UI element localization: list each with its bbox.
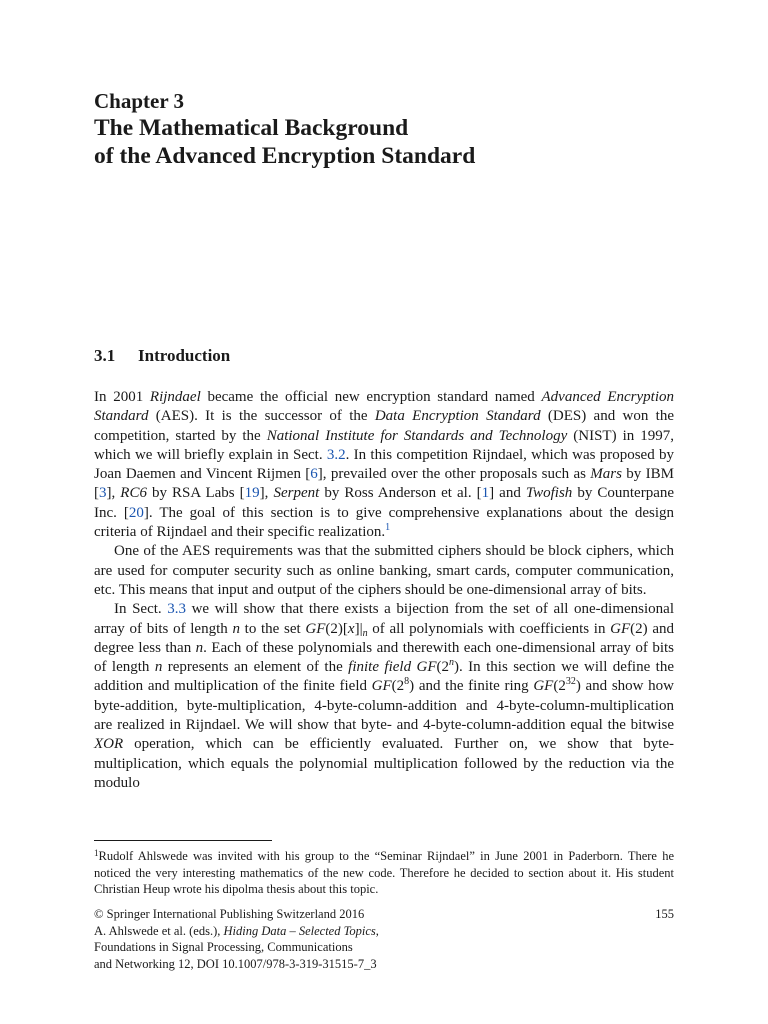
section-link-3-3[interactable]: 3.3: [167, 601, 186, 618]
footnote-divider: [94, 840, 272, 841]
chapter-title-line-1: The Mathematical Background: [94, 115, 409, 141]
citation-link-19[interactable]: 19: [244, 485, 260, 502]
body-text: [94, 388, 674, 793]
chapter-title-line-2: of the Advanced Encryption Standard: [94, 143, 476, 169]
footnote-link-1[interactable]: 1: [385, 522, 391, 534]
imprint-copyright: © Springer International Publishing Switzerland 2016: [94, 907, 365, 921]
chapter-title: [94, 114, 475, 170]
footnote-text: Rudolf Ahlswede was invited with his group to the “Seminar Rijndael” in June 2001 in Paderborn. There he noticed the very interesting mathematics of the new code. Therefore he decided to section about it. His student Christian Heup wrote his dipolma thesis about this topic.: [94, 849, 674, 896]
footnote: [94, 848, 674, 898]
imprint: [94, 906, 674, 972]
section-link-3-2[interactable]: 3.2: [326, 446, 346, 463]
imprint-citation: A. Ahlswede et al. (eds.), Hiding Data – Selected Topics,: [94, 923, 379, 938]
citation-link-20[interactable]: 20: [128, 504, 144, 521]
section-heading: [94, 345, 230, 367]
citation-link-3[interactable]: 3: [99, 485, 107, 502]
paragraph-1: In 2001 Rijndael became the official new encryption standard named Advanced Encryption Standard (AES). It is the successor of the Data Encryption Standard (DES) and won the competition, started by the National Institute for Standards and Technology (NIST) in 1997, which we will briefly explain in Sect. 3.2. In this competition Rijndael, which was proposed by Joan Daemen and Vincent Rijmen [6], prevailed over the other proposals such as Mars by IBM [3], RC6 by RSA Labs [19], Serpent by Ross Anderson et al. [1] and Twofish by Counterpane Inc. [20]. The goal of this section is to give comprehensive explanations about the design criteria of Rijndael and their specific realization.$^1$: [94, 389, 675, 541]
imprint-series: Foundations in Signal Processing, Communications: [94, 940, 353, 954]
section-title: Introduction: [138, 346, 231, 365]
page-number: 155: [655, 907, 674, 921]
section-number: 3.1: [94, 346, 116, 365]
citation-link-1[interactable]: 1: [481, 485, 490, 502]
paragraph-3: In Sect. 3.3 we will show that there exists a bijection from the set of all one-dimensional array of bits of length n to the set $GF(2)[x]|_n$ of all polynomials with coefficients in GF(2) and degree less than n. Each of these polynomials and therewith each one-dimensional array of bits of length n represents an element of the finite field GF(2$^n$). In this section we will define the addition and multiplication of the finite field $GF(2^8)$ and the finite ring $GF(2^{32})$ and show how byte-addition, byte-multiplication, 4-byte-column-addition and 4-byte-column-multiplication are realized in Rijndael. We will show that byte- and 4-byte-column-addition equal the bitwise XOR operation, which can be efficiently evaluated. Further on, we show that byte-multiplication, which equals the polynomial multiplication followed by the reduction via the modulo: [94, 601, 675, 791]
imprint-doi: and Networking 12, DOI 10.1007/978-3-319-31515-7_3: [94, 956, 377, 971]
paragraph-2: One of the AES requirements was that the submitted ciphers should be block ciphers, which are used for computer security such as online banking, smart cards, computer communication, etc. This means that input and output of the ciphers should be one-dimensional array of bits.: [94, 543, 674, 598]
chapter-label: Chapter 3: [94, 89, 185, 113]
citation-link-6[interactable]: 6: [310, 466, 318, 483]
footnote-mark: 1: [94, 848, 99, 858]
